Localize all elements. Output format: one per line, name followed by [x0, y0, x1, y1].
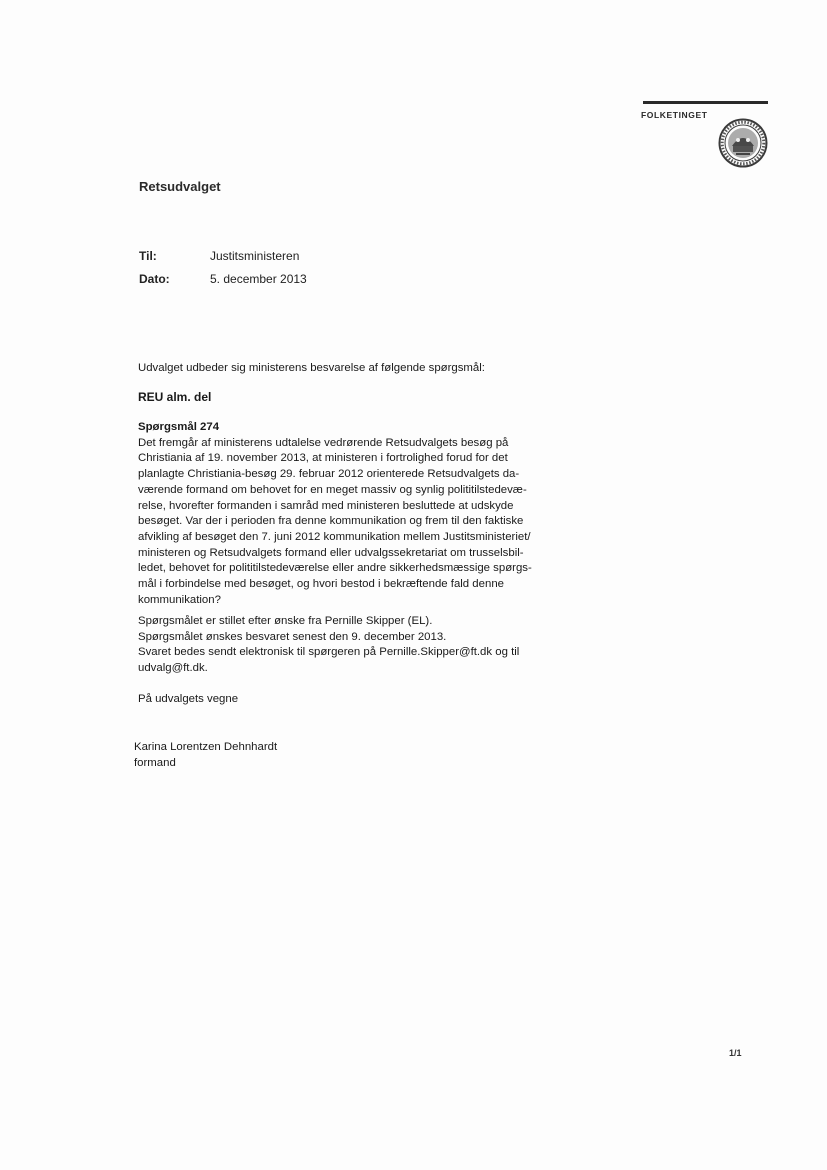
- reference: REU alm. del: [138, 390, 212, 404]
- note-line: Spørgsmålet er stillet efter ønske fra Pernille Skipper (EL).: [138, 615, 433, 627]
- notes-block: [138, 614, 519, 677]
- intro-text: Udvalget udbeder sig ministerens besvarelse af følgende spørgsmål:: [138, 362, 485, 374]
- question-line: ledet, behovet for polititilstedeværelse eller andre sikkerhedsmæssige spørgs-: [138, 562, 532, 575]
- question-line: afvikling af besøget den 7. juni 2012 kommunikation mellem Justitsministeriet/: [138, 530, 531, 543]
- date-label: Dato:: [139, 272, 170, 286]
- question-line: Christiania af 19. november 2013, at ministeren i fortrolighed forud for det: [138, 452, 508, 465]
- to-label: Til:: [139, 249, 157, 263]
- question-line: mål i forbindelse med besøget, og hvori bestod i bekræftende fald denne: [138, 578, 504, 591]
- question-line: ministeren og Retsudvalgets formand eller udvalgssekretariat om trusselsbil-: [138, 546, 524, 559]
- question-line: Det fremgår af ministerens udtalelse vedrørende Retsudvalgets besøg på: [138, 436, 509, 449]
- signature-name: Karina Lorentzen Dehnhardt: [134, 741, 278, 753]
- page-number: 1/1: [729, 1048, 742, 1058]
- note-line: Svaret bedes sendt elektronisk til spørgeren på Pernille.Skipper@ft.dk og til: [138, 646, 520, 659]
- question-block: [138, 420, 532, 608]
- question-line: relse, hvorefter formanden i samråd med ministeren besluttede at udskyde: [138, 499, 514, 512]
- question-line: værende formand om behovet for en meget massiv og synlig polititilstedevæ-: [138, 483, 527, 496]
- question-heading: Spørgsmål 274: [138, 421, 220, 433]
- organization-name: FOLKETINGET: [641, 110, 708, 120]
- committee-name: Retsudvalget: [139, 179, 221, 194]
- date-value: 5. december 2013: [210, 272, 307, 286]
- signature-title: formand: [134, 756, 176, 769]
- closing-text: På udvalgets vegne: [138, 693, 239, 705]
- folketinget-seal-icon: [718, 118, 768, 168]
- note-line: udvalg@ft.dk.: [138, 662, 208, 675]
- note-line: Spørgsmålet ønskes besvaret senest den 9. december 2013.: [138, 630, 447, 643]
- letterhead-rule: [643, 101, 768, 104]
- signature-block: [134, 740, 277, 771]
- question-line: kommunikation?: [138, 593, 221, 606]
- to-value: Justitsministeren: [210, 249, 300, 263]
- question-line: besøget. Var der i perioden fra denne kommunikation og frem til den faktiske: [138, 515, 524, 528]
- question-line: planlagte Christiania-besøg 29. februar 2012 orienterede Retsudvalgets da-: [138, 468, 520, 481]
